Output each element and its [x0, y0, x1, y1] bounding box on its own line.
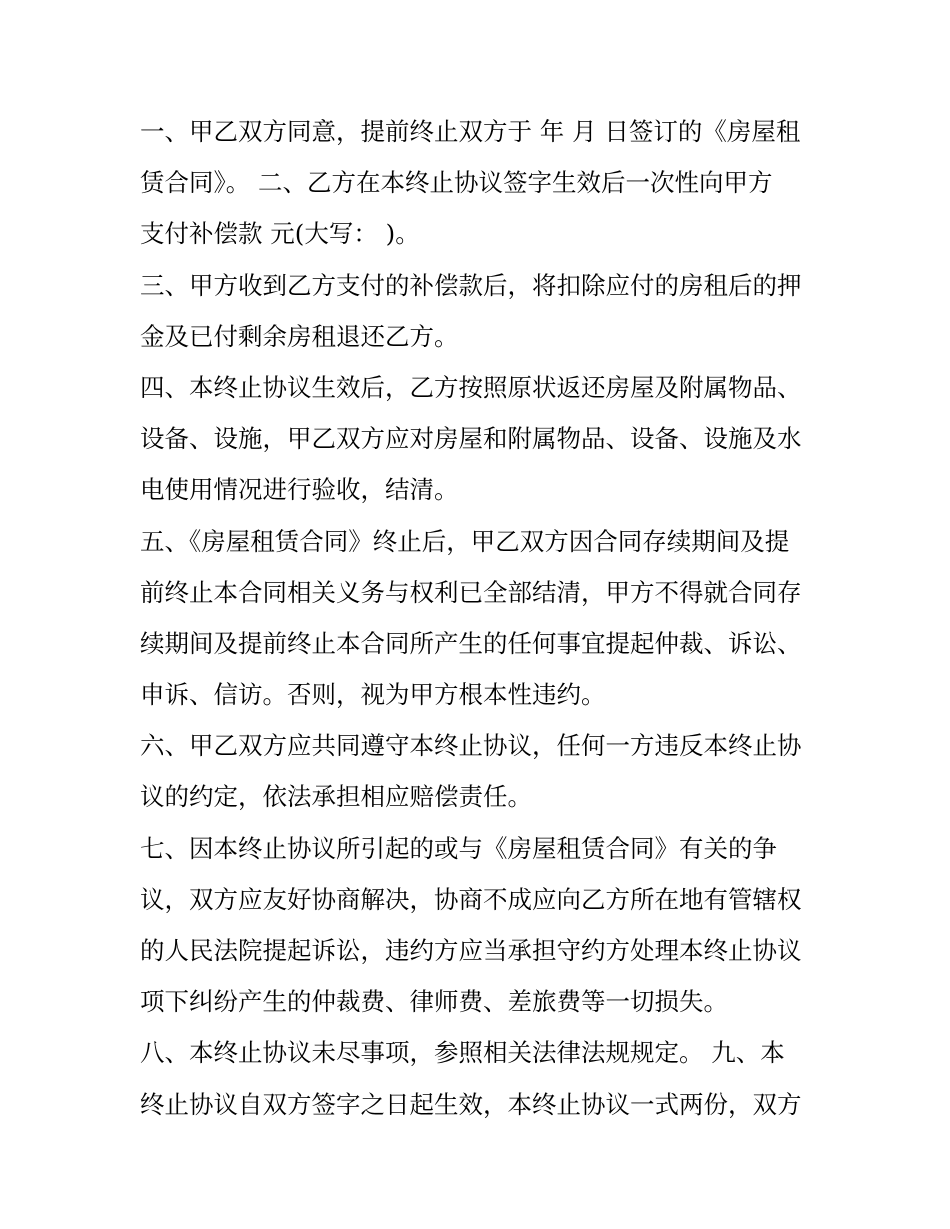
- text-line: 赁合同》。 二、乙方在本终止协议签字生效后一次性向甲方: [140, 168, 773, 198]
- text-line: 四、本终止协议生效后，乙方按照原状返还房屋及附属物品、: [140, 372, 802, 402]
- text-line: 项下纠纷产生的仲裁费、律师费、差旅费等一切损失。: [140, 987, 728, 1017]
- text-line: 电使用情况进行验收，结清。: [140, 475, 459, 505]
- text-line: 申诉、信访。否则，视为甲方根本性违约。: [140, 680, 606, 710]
- text-line: 的人民法院提起诉讼，违约方应当承担守约方处理本终止协议: [140, 936, 802, 965]
- text-line: 议，双方应友好协商解决，协商不成应向乙方所在地有管辖权: [140, 884, 802, 914]
- text-line: 五、《房屋租赁合同》终止后，甲乙双方因合同存续期间及提: [140, 526, 790, 556]
- text-line: 设备、设施，甲乙双方应对房屋和附属物品、设备、设施及水: [140, 424, 802, 454]
- text-line: 终止协议自双方签字之日起生效，本终止协议一式两份，双方: [140, 1089, 802, 1119]
- text-line: 金及已付剩余房租退还乙方。: [140, 321, 459, 351]
- text-line: 三、甲方收到乙方支付的补偿款后，将扣除应付的房租后的押: [140, 270, 802, 300]
- text-line: 议的约定，依法承担相应赔偿责任。: [140, 782, 532, 812]
- text-line: 六、甲乙双方应共同遵守本终止协议，任何一方违反本终止协: [140, 731, 802, 761]
- text-line: 续期间及提前终止本合同所产生的任何事宜提起仲裁、诉讼、: [140, 628, 802, 658]
- text-line: 支付补偿款 元(大写： )。: [140, 219, 420, 249]
- document-body: [140, 106, 820, 1130]
- text-line: 一、甲乙双方同意，提前终止双方于 年 月 日签订的《房屋租: [140, 117, 801, 146]
- text-line: 七、因本终止协议所引起的或与《房屋租赁合同》有关的争: [140, 833, 777, 863]
- text-line: 前终止本合同相关义务与权利已全部结清，甲方不得就合同存: [140, 577, 802, 607]
- text-line: 八、本终止协议未尽事项，参照相关法律法规规定。 九、本: [140, 1038, 785, 1068]
